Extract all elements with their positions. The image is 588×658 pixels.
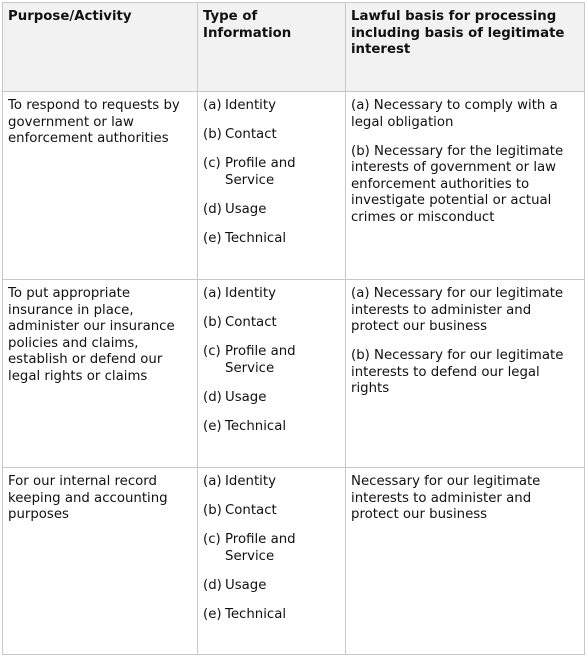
table-row	[3, 92, 585, 280]
list-item	[203, 231, 340, 248]
information-type-label: Technical	[225, 230, 287, 246]
type-of-information-cell	[198, 92, 346, 280]
information-type-label: Identity	[225, 474, 276, 489]
information-type-label: Usage	[225, 201, 267, 217]
information-type-label: Contact	[225, 503, 277, 518]
list-item	[203, 607, 340, 624]
list-item	[203, 344, 340, 377]
list-item	[203, 503, 340, 520]
list-marker: (e)	[203, 230, 222, 246]
information-type-label: Profile and Service	[225, 344, 296, 376]
information-type-label: Identity	[225, 286, 276, 301]
information-type-label: Usage	[225, 389, 267, 405]
list-marker: (d)	[203, 201, 222, 217]
lawful-basis-cell	[346, 92, 585, 280]
list-item	[203, 156, 340, 189]
information-type-list	[203, 286, 340, 435]
list-item	[203, 202, 340, 219]
information-type-label: Technical	[225, 606, 287, 622]
list-marker: (a)	[203, 286, 222, 301]
information-type-list	[203, 474, 340, 623]
lawful-basis-paragraph: (b) Necessary for the legitimate interests of government or law enforcement authorities to investigate potential or actual crimes or misconduct	[351, 143, 564, 225]
lawful-basis-cell	[346, 280, 585, 468]
header-purpose-activity: Purpose/Activity	[3, 3, 198, 92]
information-type-label: Technical	[225, 418, 287, 434]
list-marker: (a)	[203, 474, 222, 489]
table-row	[3, 280, 585, 468]
type-of-information-cell	[198, 280, 346, 468]
list-item	[203, 127, 340, 144]
purpose-cell: To respond to requests by government or law enforcement authorities	[3, 92, 198, 280]
list-item	[203, 474, 340, 491]
purpose-cell: To put appropriate insurance in place, administer our insurance policies and claims, establish or defend our legal rights or claims	[3, 280, 198, 468]
list-marker: (c)	[203, 156, 221, 171]
header-lawful-basis: Lawful basis for processing including basis of legitimate interest	[346, 3, 585, 92]
lawful-basis-paragraph: (a) Necessary to comply with a legal obligation	[351, 98, 558, 130]
information-type-label: Usage	[225, 577, 267, 593]
list-marker: (c)	[203, 532, 221, 547]
list-item	[203, 315, 340, 332]
list-marker: (c)	[203, 344, 221, 359]
purpose-cell: For our internal record keeping and accounting purposes	[3, 468, 198, 655]
lawful-basis-paragraph: Necessary for our legitimate interests to administer and protect our business	[351, 474, 541, 522]
table-row	[3, 468, 585, 655]
list-item	[203, 532, 340, 565]
information-type-label: Contact	[225, 315, 277, 330]
lawful-basis-paragraph: (b) Necessary for our legitimate interests to defend our legal rights	[351, 348, 564, 396]
list-marker: (e)	[203, 606, 222, 622]
list-item	[203, 390, 340, 407]
list-item	[203, 98, 340, 115]
lawful-basis-table	[2, 2, 585, 655]
information-type-label: Identity	[225, 98, 276, 113]
list-marker: (e)	[203, 418, 222, 434]
lawful-basis-cell	[346, 468, 585, 655]
information-type-label: Profile and Service	[225, 156, 296, 188]
information-type-label: Profile and Service	[225, 532, 296, 564]
list-marker: (b)	[203, 127, 222, 142]
list-marker: (d)	[203, 577, 222, 593]
table-header-row	[3, 3, 585, 92]
list-item	[203, 578, 340, 595]
list-item	[203, 286, 340, 303]
list-marker: (b)	[203, 315, 222, 330]
information-type-label: Contact	[225, 127, 277, 142]
type-of-information-cell	[198, 468, 346, 655]
information-type-list	[203, 98, 340, 247]
list-marker: (b)	[203, 503, 222, 518]
list-item	[203, 419, 340, 436]
list-marker: (a)	[203, 98, 222, 113]
header-type-of-information: Type of Information	[198, 3, 346, 92]
lawful-basis-paragraph: (a) Necessary for our legitimate interests to administer and protect our business	[351, 286, 564, 334]
list-marker: (d)	[203, 389, 222, 405]
